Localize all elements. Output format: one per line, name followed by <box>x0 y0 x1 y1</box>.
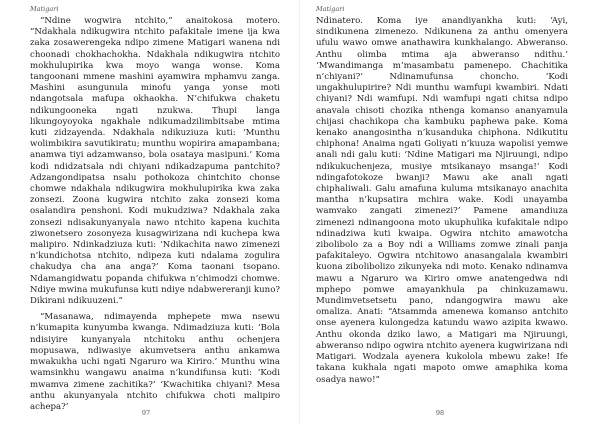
page-number-right: 98 <box>435 409 445 417</box>
paragraph: Ndinatero. Koma iye anandiyankha kuti: ‘Ayi, sindikunena zimenezo. Ndikunena za anthu omenyera ufulu wawo omwe anathawira kunkhalango. Abweranso. Anthu olimba mtima aja abweranso ndithu.’ ‘Mwandimanga m’masambatu pamenepo. Chachitika n’chiyani?’ Ndinamufunsa choncho. ‘Kodi ungakhulupirire? Ndi munthu wamfupi kwambiri. Ndati chiyani? Ndi wamfupi. Ndi wamfupi ngati chitsa ndipo anavala chisoti chozika nthenga komanso ananyamula chijasi chachikopa cha kambuku paphewa pake. Koma kenako anangosintha n’kusanduka chiphona. Ndikutitu chiphona! Anaima ngati Goliyati n’kuuza wapolisi yemwe anali ndi galu kuti: ‘Ndine Matigari ma Njiruungi, ndipo ndikukuchenjeza, musiye mtsikanayo msanga!’ Kodi ndingafotokoze bwanji? Mawu ake anali ngati chiphaliwali. Galu amafuna kuluma mtsikanayo anachita mantha n’kupsatira mchira wake. Kodi unayamba wamvako zangati zimenezi?’ Pamene amandiuza zimenezi ndinangoona moto ukuphulika kufakitale ndipo ndinadziwa kuti kwaipa. Ogwira ntchito amawotcha zibolibolo za a Boy ndi a Williams zomwe zinali panja pafakitaleyo. Ogwira ntchitowo anasangalala kwambiri kuona zibolibolizo zikunyeka ndi moto. Kenako ndinamva mawu a Ngaruro wa Kiriro omwe anatengedwa ndi mphepo pomwe amayankhula pa chinkuzamawu. Mundimvetsetsetu pano, ndangogwira mawu ake omaliza. Anati: “Atsammda amenewa komanso antchito onse ayenera kulongedza katundu wawo azipita kwawo. Anthu okonda dziko lawo, a Matigari ma Njiruungi, abweranso ndipo ogwira ntchito ayenera kugwirizana ndi Matigari. Wodzala ayenera kukolola mbewu zake! Ife takana kukhala ngati mapoto omwe amaphika koma osadya nawo!” <box>316 16 568 385</box>
paragraph: “Masanawa, ndimayenda mphepete mwa nsewu n’kumapita kunyumba kwanga. Ndimadziuza kuti: ‘Bola ndisiyire kunyanyala ntchitoku anthu ochenjera mopusawa, ndiwasiye akumvetsera anthu ankamwa mwakukha uchi ngati Ngaruro wa Kiriro.’ Munthu wina wamsinkhu wangawu anaima n’kundifunsa kuti: ‘Kodi mwamva zimene zachitika?’ ‘Kwachitika chiyani? Mesa anthu akunyanyala ntchito chifukwa choti malipiro achepa?’ <box>30 312 280 412</box>
page-number-left: 97 <box>141 409 151 417</box>
right-page <box>300 0 600 424</box>
left-page-text <box>30 16 280 413</box>
right-page-text <box>316 16 568 386</box>
running-head-right: Matigari <box>316 5 345 13</box>
paragraph: “Ndine wogwira ntchito,” anaitokosa motero. “Ndakhala ndikugwira ntchito pafakitale imene ija kwa zaka zosawerengeka ndipo zimene Matigari wanena ndi choonadi chokhachokha. Ndakhala ndikugwira ntchito mokhulupirika kwa moyo wanga wonse. Koma tangoonani mmene mashini ayamwira mphamvu zanga. Mashini asungunula minofu yanga yonse moti ndangotsala mafupa okhaokha. N’chifukwa chaketu ndikungooneka ngati nzukwa. Thupi langa likungoyoyoka ngakhale ndikumadzilimbitsabe mtima kuti zidzayenda. Ndakhala ndikuziuza kuti: ‘Munthu wolimbikira savutikiratu; munthu wopirira amapambana; anamwa tiyi adzamwanso, bola osataya masipuni.’ Koma kodi ndidzatsala ndi chiyani ndikadzapuma pantchito? Adzangondipatsa nsalu pothokoza chintchito chonse chomwe ndakhala ndikugwira mokhulupirika kwa zaka zonsezi. Zoona kugwira ntchito zaka zonsezi koma osalandira penshoni. Kodi mukudziwa? Ndakhala zaka zonsezi ndisakunyanyala nawo ntchito kapena kuchita ziwonetsero zosonyeza kusagwirizana ndi kuchepa kwa malipiro. Ndinkadziuza kuti: ‘Ndikachita nawo zimenezi n’kundichotsa ntchito, ndipeza kuti ndalama zogulira chakudya cha ana anga?’ Koma taonani tsopano. Ndamangidwatu popanda chifukwa n’chimodzi chomwe. Ndiye mwina mukufunsa kuti ndiye ndabwereranji kuno? Dikirani ndikuuzeni.” <box>30 16 280 307</box>
running-head-left: Matigari <box>30 5 59 13</box>
